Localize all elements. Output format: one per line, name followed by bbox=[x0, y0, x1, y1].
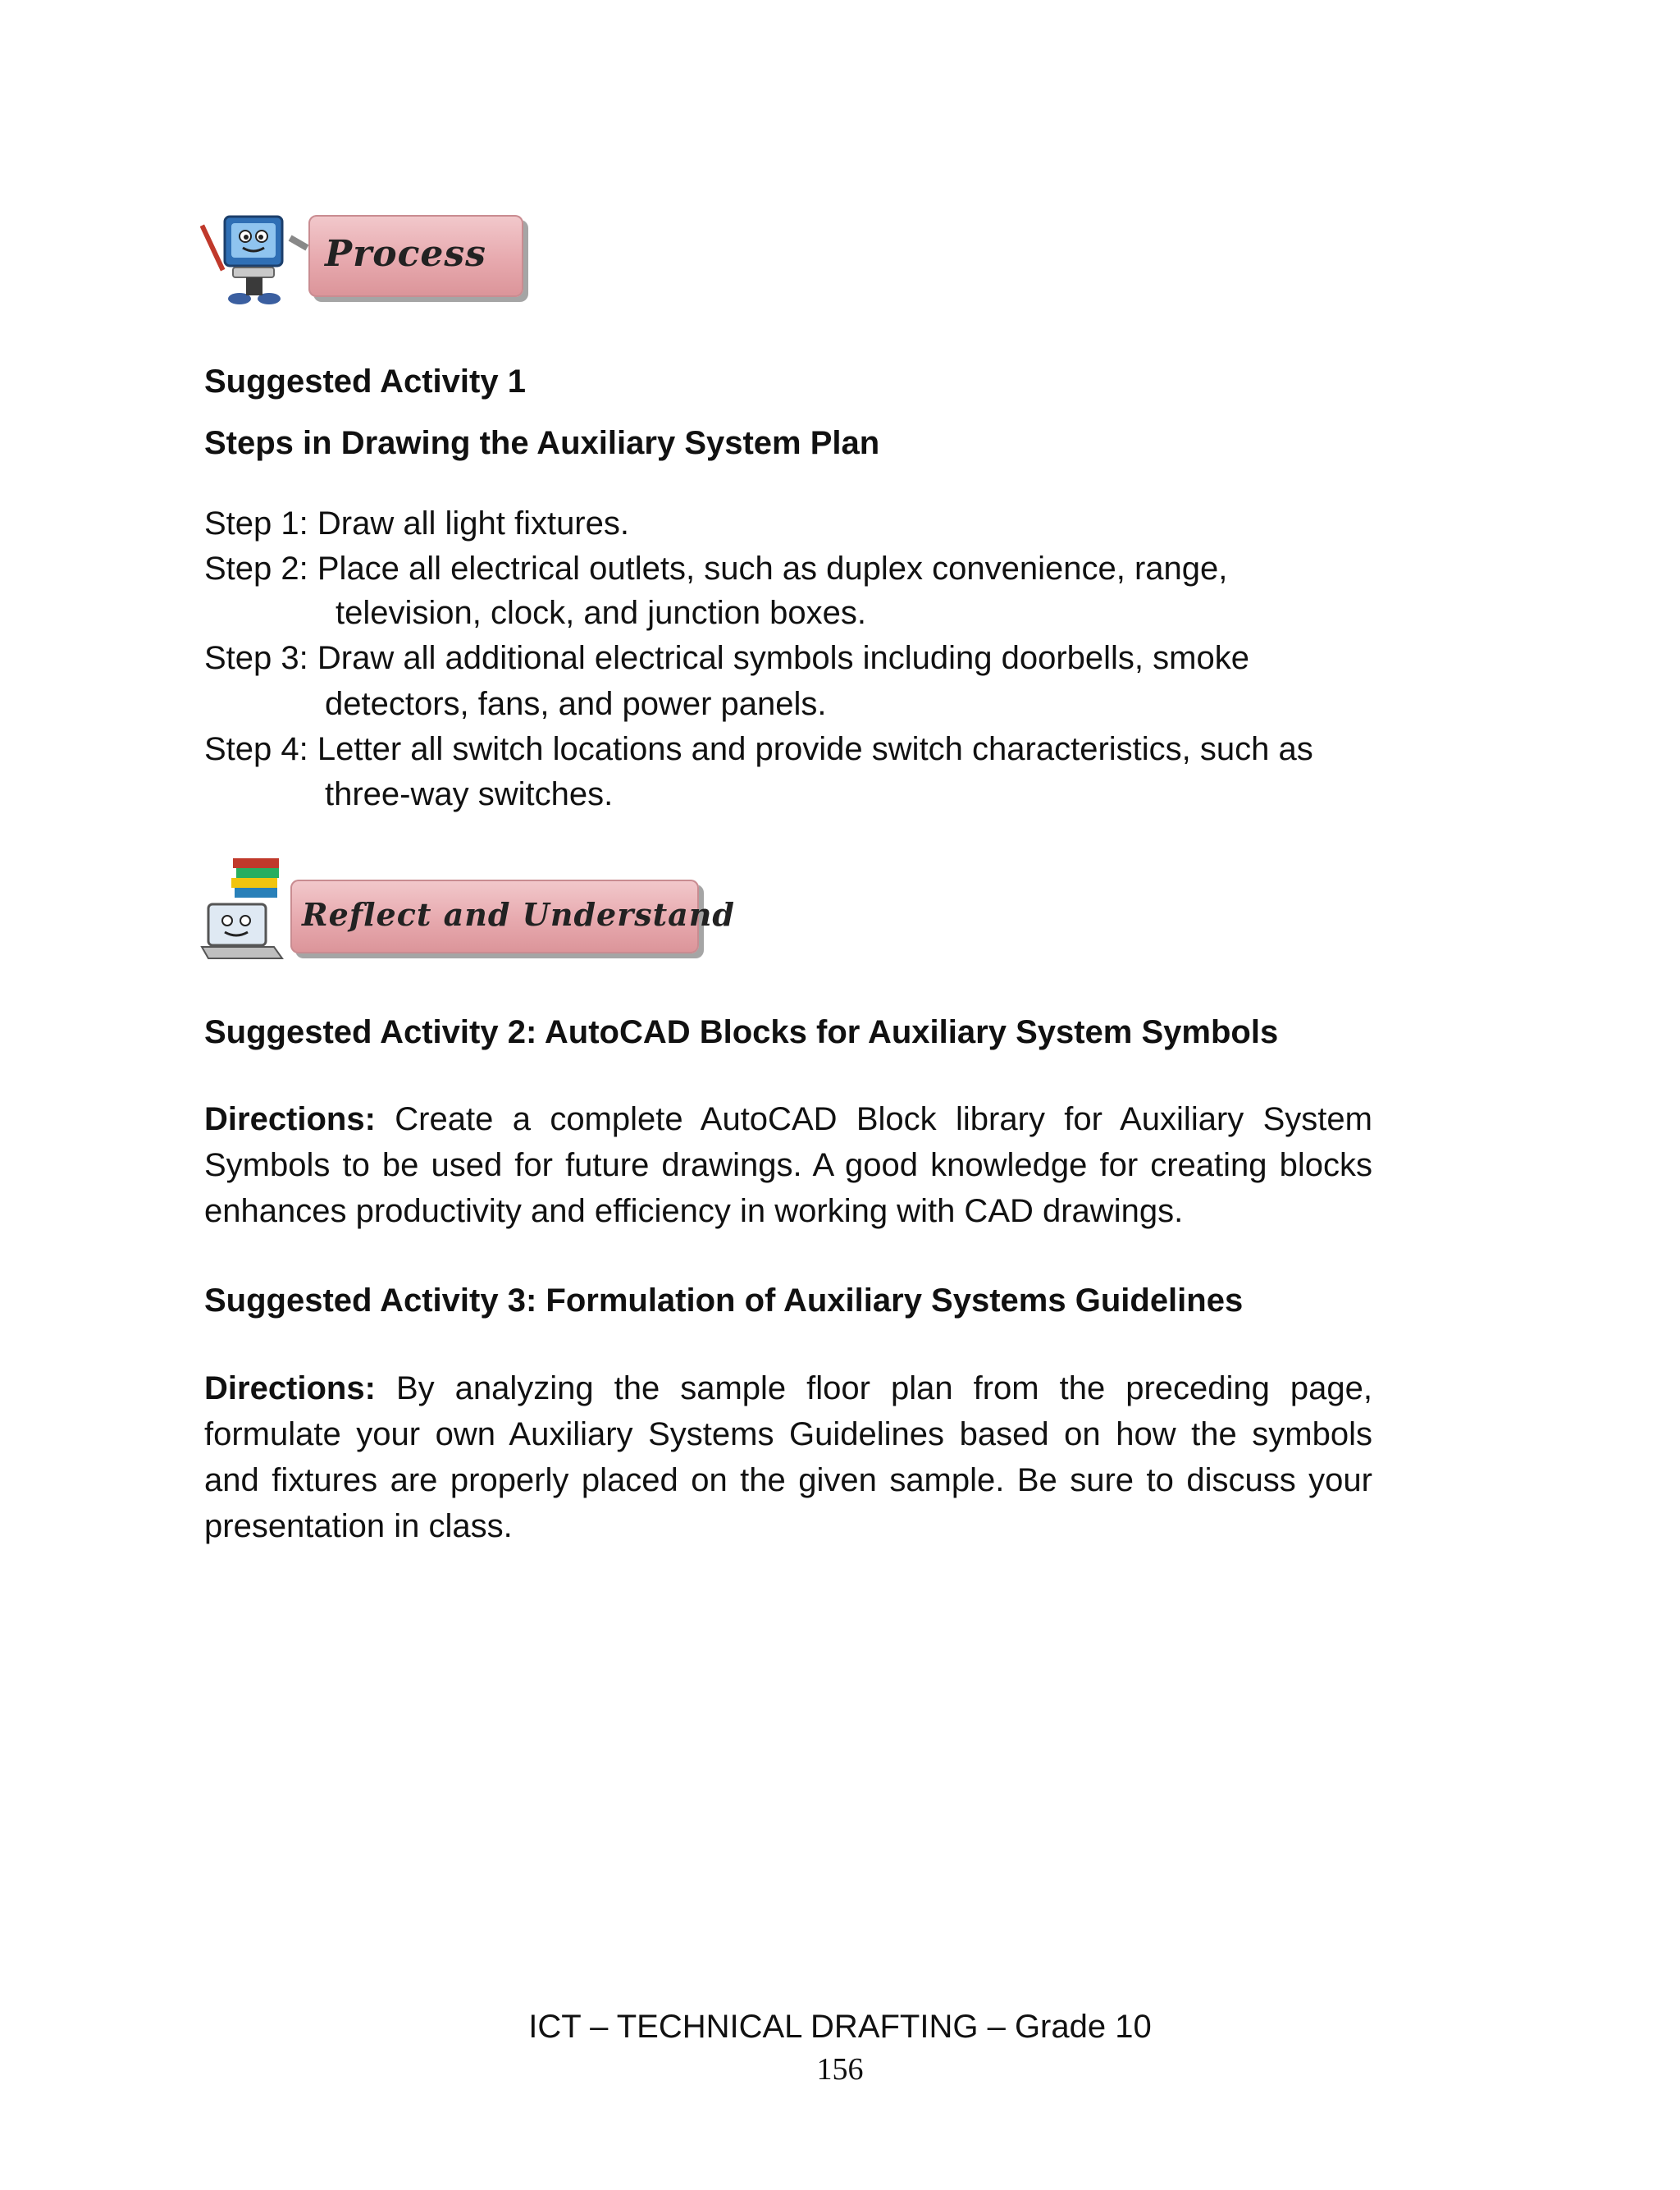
process-banner-label: Process bbox=[325, 233, 486, 275]
activity2-title: Suggested Activity 2: AutoCAD Blocks for Auxiliary System Symbols bbox=[204, 1014, 1279, 1050]
step-2-line-2: television, clock, and junction boxes. bbox=[336, 595, 867, 631]
step-4-line-1: Step 4: Letter all switch locations and provide switch characteristics, such as bbox=[204, 731, 1313, 767]
activity3-directions-label: Directions: bbox=[204, 1370, 376, 1406]
activity2-directions-label: Directions: bbox=[204, 1101, 376, 1137]
process-banner bbox=[200, 203, 536, 314]
footer-title: ICT – TECHNICAL DRAFTING – Grade 10 bbox=[528, 2009, 1152, 2045]
page-number: 156 bbox=[816, 2052, 864, 2087]
step-4-line-2: three-way switches. bbox=[325, 776, 614, 812]
reflect-banner bbox=[200, 853, 735, 968]
activity2-directions-text: Create a complete AutoCAD Block library for Auxiliary System Symbols to be used for future drawings. A good knowledge for creating blocks enhances productivity and efficiency in working with CAD drawings. bbox=[204, 1101, 1372, 1229]
step-1-line-1: Step 1: Draw all light fixtures. bbox=[204, 505, 629, 542]
step-3-line-1: Step 3: Draw all additional electrical symbols including doorbells, smoke bbox=[204, 640, 1249, 676]
activity3-directions bbox=[204, 1365, 1372, 1549]
activity1-subtitle: Steps in Drawing the Auxiliary System Plan bbox=[204, 425, 880, 461]
activity1-title: Suggested Activity 1 bbox=[204, 363, 526, 400]
step-2-line-1: Step 2: Place all electrical outlets, such as duplex convenience, range, bbox=[204, 551, 1228, 587]
activity3-title: Suggested Activity 3: Formulation of Auxiliary Systems Guidelines bbox=[204, 1282, 1244, 1319]
computer-mascot-icon bbox=[200, 207, 315, 309]
reflect-banner-label: Reflect and Understand bbox=[302, 896, 735, 933]
activity2-directions bbox=[204, 1096, 1372, 1234]
activity3-directions-text: By analyzing the sample floor plan from the preceding page, formulate your own Auxiliary Systems Guidelines based on how the symbols and fixtures are properly placed on the given sample. Be sure to discuss your presentation in class. bbox=[204, 1370, 1372, 1544]
step-3-line-2: detectors, fans, and power panels. bbox=[325, 686, 827, 722]
laptop-books-mascot-icon bbox=[200, 853, 299, 968]
